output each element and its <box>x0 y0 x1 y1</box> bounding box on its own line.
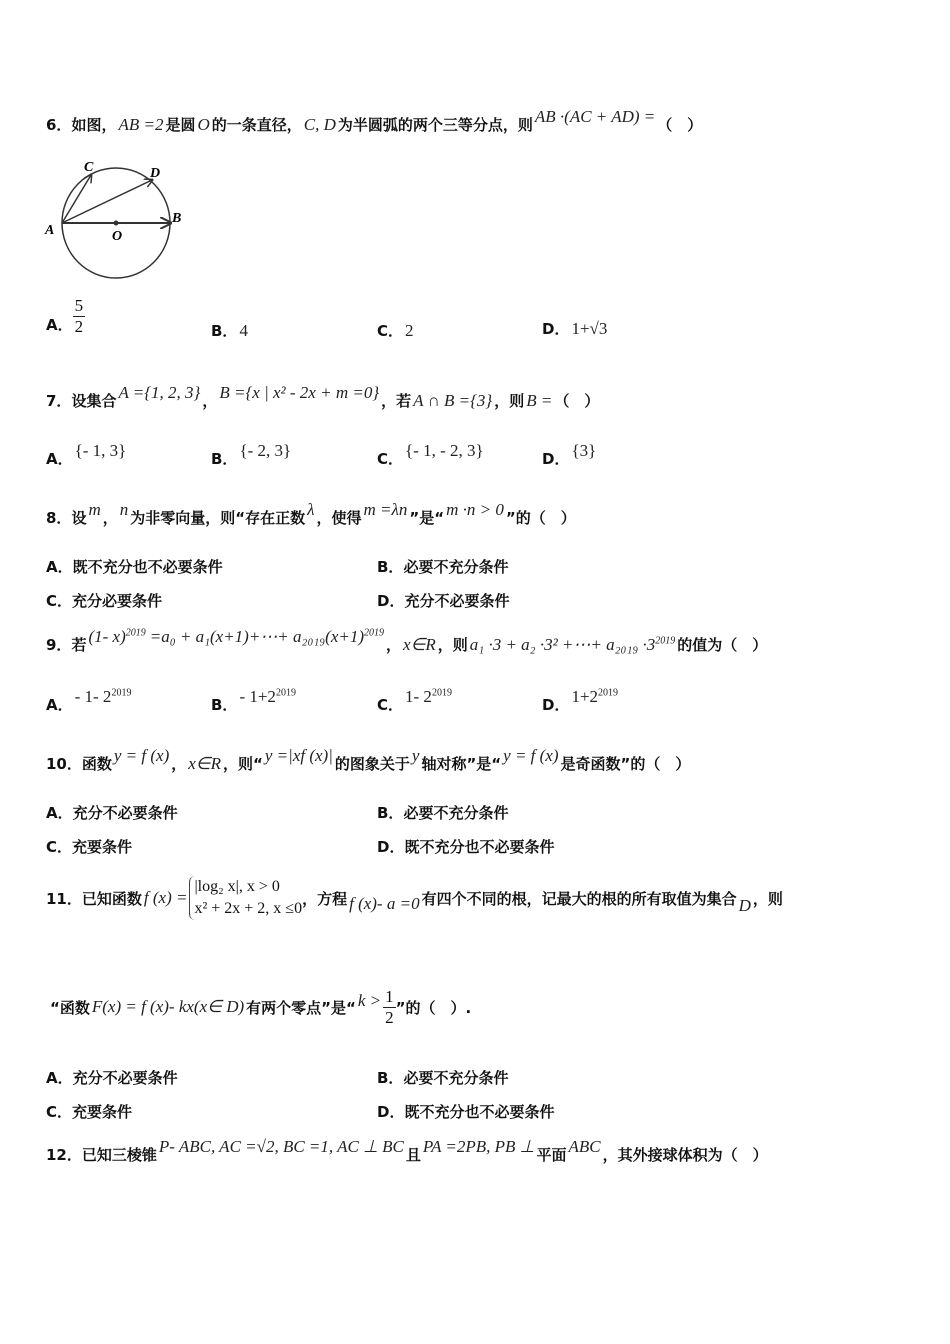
option-c[interactable] <box>46 590 162 611</box>
math: P- ABC, AC =√2, BC =1, AC ⊥ BC <box>158 1137 404 1156</box>
math-part: =a₀ + a₁(x+1)+⋯+ a₂₀₁₉(x+1) <box>149 627 365 646</box>
option-value <box>405 687 452 707</box>
option-value: 充分不必要条件 <box>404 592 510 610</box>
option-letter: B． <box>377 804 404 822</box>
option-letter: B． <box>377 558 404 576</box>
option-value <box>239 687 296 707</box>
option-b[interactable] <box>377 802 508 823</box>
math: O <box>197 115 210 134</box>
math: x∈R <box>403 635 436 654</box>
question-7 <box>46 383 600 411</box>
math <box>150 627 384 647</box>
piecewise-cases <box>189 876 302 920</box>
option-c[interactable] <box>377 320 416 341</box>
option-a[interactable] <box>46 1067 178 1088</box>
text: （ ） <box>554 392 600 410</box>
option-letter: A． <box>46 1069 73 1087</box>
text: 是奇函数”的（ ） <box>560 755 691 773</box>
math-part: (1- x) <box>88 627 126 646</box>
denominator: 2 <box>385 1007 394 1027</box>
text: 设 <box>71 509 87 527</box>
math: A ∩ B ={3} <box>413 391 493 410</box>
text: ，则 <box>437 636 468 654</box>
text: ， <box>171 755 187 773</box>
option-letter: B． <box>211 696 238 714</box>
question-number: 10． <box>46 755 82 773</box>
text: 是圆 <box>165 116 196 134</box>
option-value: {- 2, 3} <box>239 441 292 460</box>
option-value: 既不充分也不必要条件 <box>72 558 223 576</box>
question-12 <box>46 1137 768 1165</box>
text: ”是“ <box>409 509 445 527</box>
exponent: 2019 <box>364 627 385 639</box>
math: m ·n > 0 <box>446 500 504 519</box>
option-value <box>571 687 618 707</box>
option-letter: A． <box>46 696 73 714</box>
math: PA =2PB, PB ⊥ <box>422 1137 535 1156</box>
option-b[interactable] <box>377 556 508 577</box>
option-letter: B． <box>211 322 238 340</box>
text: 函数 <box>81 755 112 773</box>
math: m =λn <box>363 500 408 519</box>
option-value: {3} <box>571 441 597 460</box>
option-letter: D． <box>377 592 405 610</box>
math: λ <box>307 500 315 519</box>
exponent: 2019 <box>111 687 132 699</box>
option-a[interactable] <box>46 687 133 715</box>
text: 设集合 <box>71 392 117 410</box>
value-base: - 1+2 <box>239 687 276 706</box>
text: 已知函数 <box>81 889 142 908</box>
math: ABC <box>568 1137 601 1156</box>
option-letter: C． <box>377 322 404 340</box>
option-d[interactable] <box>542 441 598 469</box>
question-number: 9． <box>46 636 72 654</box>
math: y = f (x) <box>113 746 170 765</box>
label-d: D <box>150 166 161 181</box>
text: 为非零向量，则“存在正数 <box>130 509 306 527</box>
option-b[interactable] <box>211 687 298 715</box>
question-8 <box>46 500 576 528</box>
text: ，则 <box>494 392 525 410</box>
option-value: 必要不充分条件 <box>403 1069 509 1087</box>
math: B ={x | x² - 2x + m =0} <box>219 383 380 402</box>
text: 有四个不同的根，记最大的根的所有取值为集合 <box>421 889 737 908</box>
exponent: 2019 <box>125 627 146 639</box>
math <box>470 635 675 655</box>
text: 的一条直径， <box>211 116 302 134</box>
text: 如图， <box>71 116 117 134</box>
math: f (x) = <box>143 888 188 907</box>
option-letter: C． <box>46 838 73 856</box>
text: 的值为（ ） <box>677 636 768 654</box>
option-d[interactable] <box>377 1101 554 1122</box>
question-10 <box>46 746 691 774</box>
option-letter: D． <box>377 838 405 856</box>
text: 已知三棱锥 <box>81 1146 157 1164</box>
label-c: C <box>84 160 94 175</box>
numerator: 5 <box>74 296 84 315</box>
option-d[interactable] <box>542 318 609 339</box>
text: 且 <box>405 1146 421 1164</box>
text: ，若 <box>381 392 412 410</box>
option-value: 必要不充分条件 <box>403 804 509 822</box>
math <box>88 627 145 647</box>
value-base: 1+2 <box>571 687 599 706</box>
text: ，方程 <box>302 889 348 908</box>
case: |log₂ x|, x > 0 <box>194 878 280 895</box>
text: ， <box>102 509 118 527</box>
question-number: 12． <box>46 1146 82 1164</box>
math: AB =2 <box>118 115 164 134</box>
value-base: - 1- 2 <box>74 687 112 706</box>
text: ”的（ ）. <box>395 998 472 1017</box>
math: y =|xf (x)| <box>264 746 333 765</box>
option-letter: D． <box>542 320 570 338</box>
option-c[interactable] <box>377 441 486 469</box>
option-c[interactable] <box>46 1101 132 1122</box>
option-letter: A． <box>46 804 73 822</box>
question-6 <box>46 107 703 135</box>
text: ，其外接球体积为（ ） <box>602 1146 768 1164</box>
option-value <box>75 687 132 707</box>
exponent: 2019 <box>275 687 296 699</box>
text: 有两个零点”是“ <box>246 998 356 1017</box>
circle-figure <box>40 155 190 285</box>
text: 平面 <box>536 1146 567 1164</box>
option-value: {- 1, - 2, 3} <box>405 441 484 460</box>
math: n <box>119 500 129 519</box>
option-value: 必要不充分条件 <box>403 558 509 576</box>
text: 的图象关于 <box>334 755 410 773</box>
exponent: 2019 <box>431 687 452 699</box>
label-b: B <box>172 211 182 226</box>
text: ，则 <box>752 889 783 908</box>
question-number: 6． <box>46 116 72 134</box>
math: B = <box>526 391 553 410</box>
center-point <box>114 221 119 226</box>
text: 轴对称”是“ <box>421 755 502 773</box>
question-number: 7． <box>46 392 72 410</box>
option-a[interactable] <box>46 802 178 823</box>
option-b[interactable] <box>211 441 293 469</box>
question-11 <box>46 870 783 926</box>
math-part: a₁ ·3 + a₂ ·3² +⋯+ a₂₀₁₉ ·3 <box>469 635 656 654</box>
option-value: {- 1, 3} <box>74 441 127 460</box>
question-11-line2 <box>50 982 471 1032</box>
math: D <box>738 896 751 915</box>
option-a[interactable] <box>46 441 128 469</box>
fraction <box>73 296 86 337</box>
option-letter: D． <box>542 696 570 714</box>
case: x² + 2x + 2, x ≤0 <box>194 900 303 917</box>
option-letter: A． <box>46 558 73 576</box>
option-letter: C． <box>46 592 73 610</box>
value-base: 1- 2 <box>405 687 432 706</box>
option-d[interactable] <box>377 836 554 857</box>
math: C, D <box>303 115 336 134</box>
math: A ={1, 2, 3} <box>118 383 201 402</box>
option-b[interactable] <box>377 1067 508 1088</box>
option-value: 1+√3 <box>571 319 608 338</box>
math: k > <box>357 991 382 1010</box>
option-value: 既不充分也不必要条件 <box>404 838 555 856</box>
text: ，使得 <box>316 509 362 527</box>
question-number: 8． <box>46 509 72 527</box>
exponent: 2019 <box>598 687 619 699</box>
option-letter: C． <box>46 1103 73 1121</box>
text: ， <box>386 636 402 654</box>
text: “函数 <box>50 998 90 1017</box>
option-d[interactable] <box>377 590 509 611</box>
math: AB ·(AC + AD) = <box>534 107 656 126</box>
text: ， <box>202 392 218 410</box>
option-d[interactable] <box>542 687 620 715</box>
option-value: 充要条件 <box>72 838 133 856</box>
text: ，则“ <box>223 755 263 773</box>
math: m <box>88 500 101 519</box>
option-letter: D． <box>377 1103 405 1121</box>
option-letter: B． <box>211 450 238 468</box>
option-value: 充要条件 <box>72 1103 133 1121</box>
option-letter: A． <box>46 450 73 468</box>
option-letter: D． <box>542 450 570 468</box>
text: 为半圆弧的两个三等分点，则 <box>337 116 533 134</box>
option-c[interactable] <box>46 836 132 857</box>
exponent: 2019 <box>655 635 676 647</box>
option-c[interactable] <box>377 687 454 715</box>
option-letter: A． <box>46 316 73 334</box>
option-a[interactable] <box>46 556 223 577</box>
text: （ ） <box>657 116 703 134</box>
question-number: 11． <box>46 889 82 908</box>
math: F(x) = f (x)- kx(x∈ D) <box>91 997 245 1016</box>
option-b[interactable] <box>211 320 250 341</box>
math: y = f (x) <box>503 746 559 765</box>
option-value: 充分必要条件 <box>72 592 163 610</box>
text: 若 <box>71 636 87 654</box>
label-a: A <box>45 223 55 238</box>
option-value: 充分不必要条件 <box>72 804 178 822</box>
option-letter: C． <box>377 696 404 714</box>
math: y <box>411 746 420 765</box>
option-value: 既不充分也不必要条件 <box>404 1103 555 1121</box>
option-value: 充分不必要条件 <box>72 1069 178 1087</box>
math: f (x)- a =0 <box>349 894 420 913</box>
text: ”的（ ） <box>505 509 576 527</box>
numerator: 1 <box>385 986 394 1006</box>
option-value: 4 <box>239 321 248 340</box>
denominator: 2 <box>74 317 84 336</box>
math: x∈R <box>188 754 222 773</box>
label-o: O <box>112 229 123 244</box>
option-letter: B． <box>377 1069 404 1087</box>
option-letter: C． <box>377 450 404 468</box>
option-a[interactable] <box>46 296 85 337</box>
fraction <box>383 987 396 1028</box>
question-9 <box>46 627 768 655</box>
option-value: 2 <box>405 321 414 340</box>
